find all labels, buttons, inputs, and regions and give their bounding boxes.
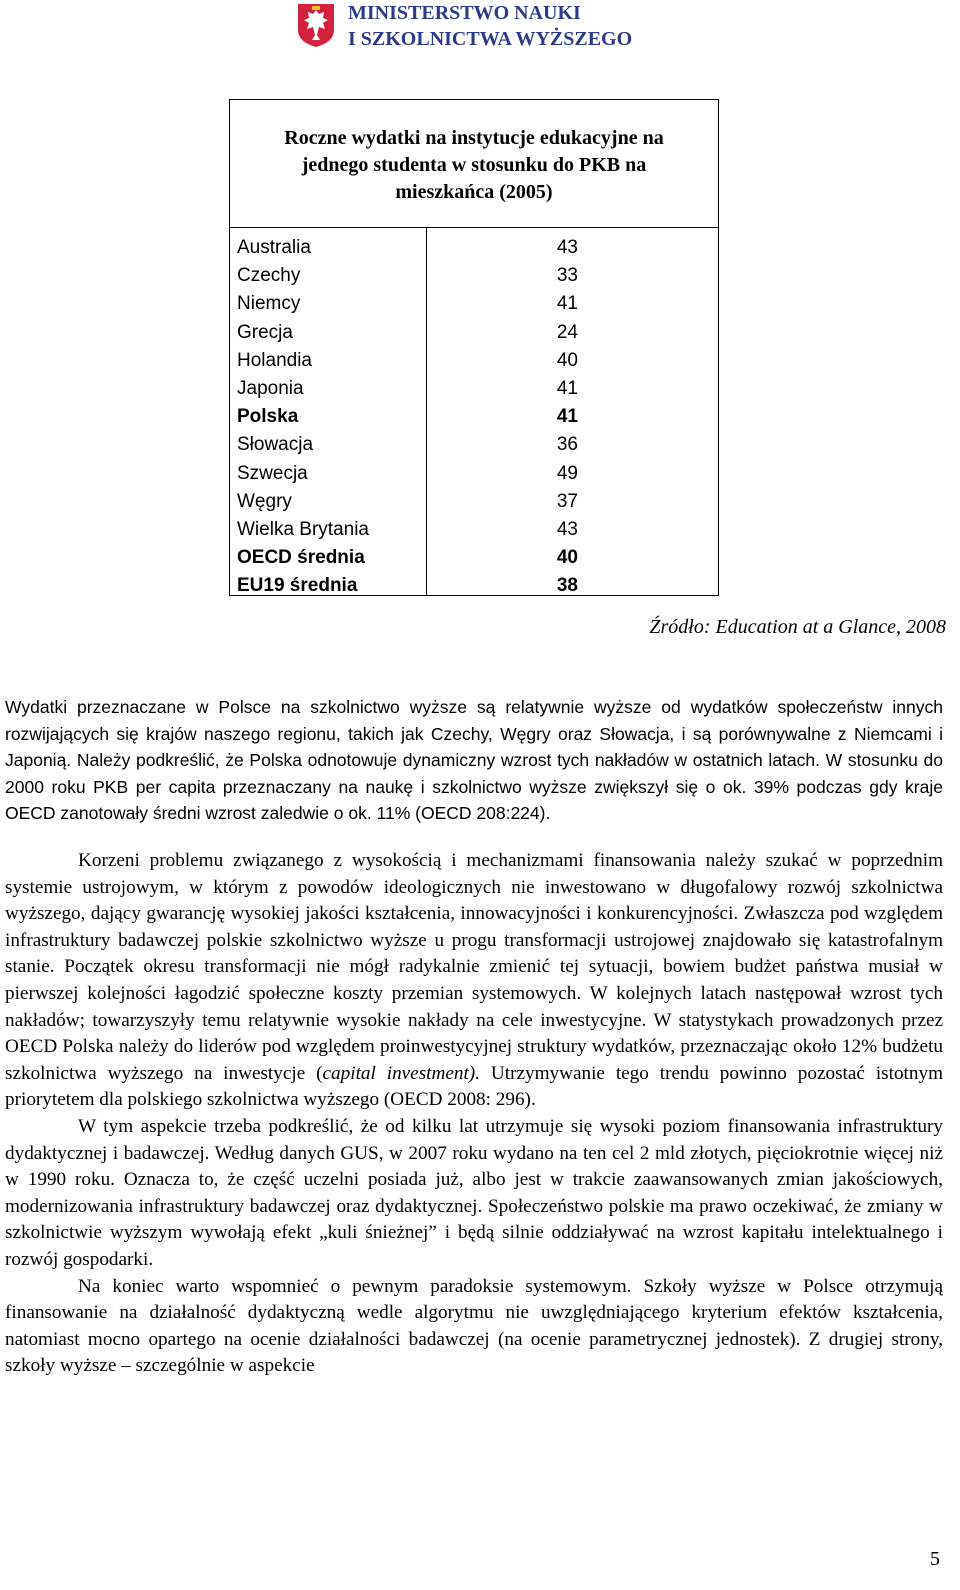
value-cell: 37 — [556, 490, 578, 512]
table-row — [230, 347, 718, 375]
table-title-line-2: jednego studenta w stosunku do PKB na — [301, 154, 647, 176]
table-row — [230, 460, 718, 488]
country-cell: EU19 średnia — [237, 575, 358, 597]
ministry-name — [348, 0, 632, 52]
value-cell: 40 — [556, 349, 578, 371]
paragraph-3: W tym aspekcie trzeba podkreślić, że od kilku lat utrzymuje się wysoki poziom finansowania infrastruktury dydaktycznej i badawczej. Według danych GUS, w 2007 roku wydano na ten cel 2 mld złotych, pięciokrotnie więcej niż w 1990 roku. Oznacza to, że część uczelni posiada już, albo jest w trakcie zaawansowanych zmian jakościowych, modernizowania infrastruktury badawczej oraz dydaktycznej. Społeczeństwo polskie ma prawo oczekiwać, że zmiany w szkolnictwie wyższym wywołają efekt „kuli śnieżnej” i będą silnie oddziaływać na wzrost kapitału intelektualnego i rozwój gospodarki. — [5, 1115, 943, 1270]
table-row — [230, 290, 718, 318]
paragraph-4: Na koniec warto wspomnieć o pewnym paradoksie systemowym. Szkoły wyższe w Polsce otrzymują finansowanie na działalność dydaktyczną wedle algorytmu nie uwzględniającego kryterium efektów kształcenia, natomiast mocno opartego na ocenie działalności badawczej (na ocenie parametrycznej jednostek). Z drugiej strony, szkoły wyższe – szczególnie w aspekcie — [5, 1275, 943, 1377]
paragraph-2-end: Utrzymywanie tego trendu powinno pozostać istotnym priorytetem dla polskiego szkolnictwa wyższego (OECD 2008: 296). — [5, 1062, 944, 1111]
value-cell: 43 — [556, 237, 578, 258]
table-title-line-1: Roczne wydatki na instytucje edukacyjne na — [284, 127, 664, 149]
value-cell: 41 — [556, 377, 578, 399]
country-cell: Niemcy — [237, 293, 301, 315]
table-body — [230, 228, 718, 600]
country-cell: OECD średnia — [237, 547, 365, 569]
paragraph-2-text: Korzeni problemu związanego z wysokością i mechanizmami finansowania należy szukać w poprzednim systemie ustrojowym, w którym z powodów ideologicznych nie inwestowano w długofalowy rozwój szkolnictwa wyższego, dający gwarancję wysokiej jakości kształcenia, innowacyjności i konkurencyjności. Zwłaszcza pod względem infrastruktury badawczej polskie szkolnictwo wyższe u progu transformacji ustrojowej znajdowało się katastrofalnym stanie. Początek okresu transformacji nie mógł radykalnie zmienić tej sytuacji, bowiem budżet państwa musiał w pierwszej kolejności łagodzić społeczne koszty przemian systemowych. W kolejnych latach następował wzrost tych nakładów; towarzyszyły temu relatywnie wysokie nakłady na cele inwestycyjne. W statystykach prowadzonych przez OECD Polska należy do liderów pod względem proinwestycyjnej struktury wydatków, przeznaczając około 12% budżetu szkolnictwa wyższego na inwestycje ( — [5, 850, 943, 1084]
table-row — [230, 234, 718, 262]
country-cell: Australia — [237, 237, 311, 258]
paragraph-1: Wydatki przeznaczane w Polsce na szkolnictwo wyższe są relatywnie wyższe od wydatków społeczeństw innych rozwijających się krajów naszego regionu, takich jak Czechy, Węgry oraz Słowacja, i są porównywalne z Niemcami i Japonią. Należy podkreślić, że Polska odnotowuje dynamiczny wzrost tych nakładów w ostatnich latach. W stosunku do 2000 roku PKB per capita przeznaczany na naukę i szkolnictwo wyższe zwiększył się o ok. 39% podczas gdy kraje OECD zanotowały średni wzrost zaledwie o ok. 11% (OECD 208:224). — [5, 697, 943, 823]
table-row-highlight — [230, 403, 718, 431]
table-row-average — [230, 544, 718, 572]
value-cell: 38 — [556, 575, 578, 597]
value-cell: 41 — [556, 293, 578, 315]
table-title — [230, 100, 718, 228]
table-row — [230, 516, 718, 544]
value-cell: 24 — [556, 321, 578, 343]
table-row — [230, 431, 718, 459]
value-cell: 40 — [556, 547, 578, 569]
table-row — [230, 375, 718, 403]
country-cell: Japonia — [237, 377, 304, 399]
table-title-line-3: mieszkańca (2005) — [395, 181, 553, 203]
paragraph-2-italic: capital investment). — [322, 1062, 480, 1084]
country-cell: Słowacja — [237, 434, 314, 456]
country-cell: Holandia — [237, 349, 312, 371]
country-cell: Szwecja — [237, 462, 308, 484]
source-note: Źródło: Education at a Glance, 2008 — [649, 616, 946, 638]
country-cell: Grecja — [237, 321, 293, 343]
table-row — [230, 262, 718, 290]
value-cell: 33 — [556, 265, 578, 287]
country-cell: Wielka Brytania — [237, 518, 369, 540]
paragraph-2 — [5, 848, 943, 1114]
value-cell: 36 — [556, 434, 578, 456]
country-cell: Węgry — [237, 490, 292, 512]
expenditure-table — [229, 99, 719, 596]
country-cell: Polska — [237, 406, 299, 428]
table-row — [230, 488, 718, 516]
table-row-average — [230, 572, 718, 600]
value-cell: 43 — [556, 518, 578, 540]
table-row — [230, 319, 718, 347]
country-cell: Czechy — [237, 265, 301, 287]
ministry-line-2: I SZKOLNICTWA WYŻSZEGO — [348, 28, 633, 50]
polish-eagle-emblem-icon — [296, 2, 336, 48]
body-text — [5, 848, 943, 1380]
value-cell: 49 — [556, 462, 578, 484]
value-cell: 41 — [556, 406, 578, 428]
ministry-line-1: MINISTERSTWO NAUKI — [348, 2, 581, 24]
page-number: 5 — [930, 1548, 940, 1570]
